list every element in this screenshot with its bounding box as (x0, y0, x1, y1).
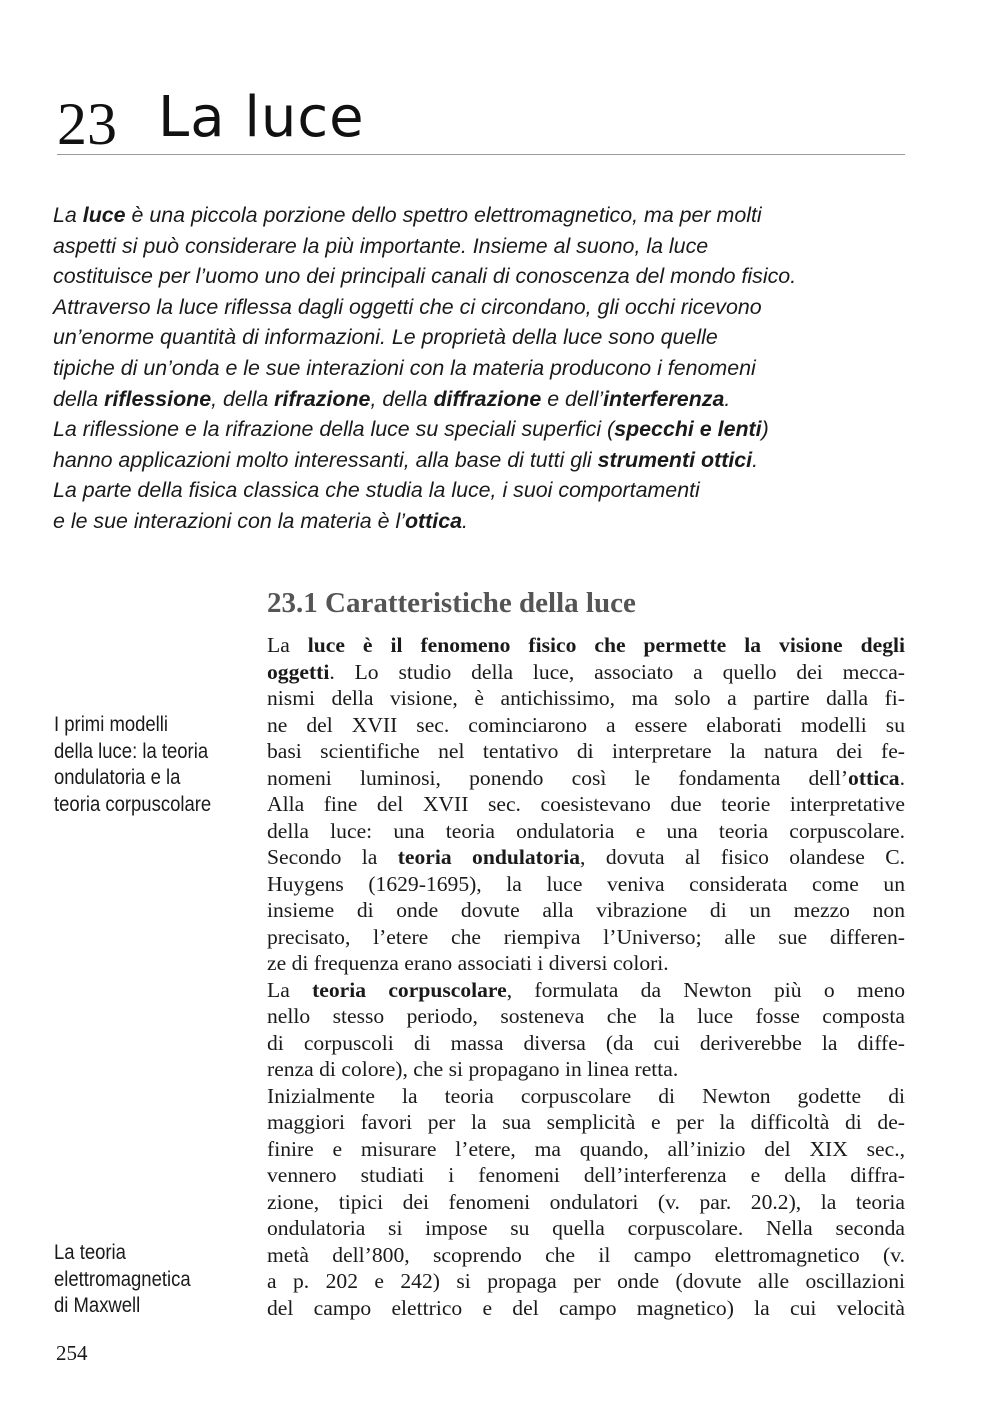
body-line (267, 924, 905, 951)
text-run: Attraverso la luce riflessa dagli oggetti che ci circondano, gli occhi ricevono (53, 294, 762, 319)
bold-term: luce è il fenomeno fisico che permette la visione degli (307, 633, 905, 657)
text-run: . (752, 447, 759, 472)
section-heading: 23.1 Caratteristiche della luce (267, 587, 636, 619)
body-line (267, 1056, 905, 1083)
text-run: La (267, 633, 308, 657)
body-line (267, 1268, 905, 1295)
text-run: finire e misurare l’etere, ma quando, all’inizio del XIX sec., (267, 1136, 905, 1161)
body-line (267, 1109, 905, 1136)
intro-line (53, 414, 913, 445)
body-line (267, 1189, 905, 1216)
margin-note-line: ondulatoria e la (54, 766, 181, 789)
chapter-number: 23 (57, 91, 117, 157)
text-run: precisato, l’etere che riempiva l’Universo; alle sue differen- (267, 924, 905, 949)
body-line (267, 1083, 905, 1110)
text-run: hanno applicazioni molto interessanti, alla base di tutti gli (53, 447, 598, 472)
text-run: Huygens (1629-1695), la luce veniva considerata come un (267, 871, 905, 896)
bold-term: specchi e lenti (614, 417, 762, 442)
bold-term: diffrazione (433, 386, 542, 411)
text-run: un’enorme quantità di informazioni. Le proprietà della luce sono quelle (53, 325, 718, 350)
intro-line (53, 445, 913, 476)
text-run: metà dell’800, scoprendo che il campo elettromagnetico (v. (267, 1242, 905, 1267)
text-run: , della (370, 386, 434, 411)
text-run: aspetti si può considerare la più importante. Insieme al suono, la luce (53, 233, 709, 258)
margin-note-line: della luce: la teoria (54, 739, 209, 763)
text-run: ze di frequenza erano associati i diversi colori. (267, 951, 669, 975)
intro-line (53, 353, 913, 384)
text-run: e le sue interazioni con la materia è l’ (53, 508, 405, 533)
text-run: maggiori favori per la sua semplicità e per la difficoltà di de- (267, 1110, 905, 1134)
bold-term: oggetti (267, 659, 330, 684)
chapter-title: La luce (158, 85, 365, 150)
text-run: ) (761, 417, 769, 442)
body-line (267, 950, 905, 977)
bold-term: ottica (848, 765, 900, 790)
body-line (267, 1215, 905, 1242)
intro-line (53, 384, 913, 415)
text-run: . (462, 508, 468, 533)
text-run: e dell’ (541, 386, 604, 411)
intro-line (53, 231, 913, 262)
bold-term: strumenti ottici (597, 447, 753, 472)
bold-term: teoria ondulatoria (397, 845, 581, 869)
intro-line (53, 475, 913, 506)
text-run: vennero studiati i fenomeni dell’interferenza e della diffra- (267, 1163, 905, 1187)
text-run: Secondo la (267, 845, 398, 869)
body-line (267, 1295, 905, 1322)
bold-term: riflessione (104, 386, 212, 411)
text-run: di corpuscoli di massa diversa (da cui deriverebbe la diffe- (267, 1030, 905, 1055)
body-line (267, 844, 905, 871)
margin-note-line: La teoria (54, 1241, 126, 1264)
text-run: , formulata da Newton più o meno (506, 977, 905, 1002)
body-line (267, 765, 905, 792)
intro-line (53, 200, 913, 231)
chapter-header (57, 85, 905, 157)
text-run: costituisce per l’uomo uno dei principali canali di conoscenza del mondo fisico. (53, 264, 797, 289)
text-run: La (53, 203, 83, 227)
text-run: della (53, 386, 105, 411)
body-line (267, 1162, 905, 1189)
text-run: , dovuta al fisico olandese C. (580, 845, 906, 869)
text-run: , della (211, 386, 275, 411)
text-run: a p. 202 e 242) si propaga per onde (dovute alle oscillazioni (267, 1269, 905, 1293)
body-line (267, 632, 905, 659)
body-line (267, 791, 905, 818)
text-run: renza di colore), che si propagano in linea retta. (267, 1057, 679, 1081)
body-line (267, 1030, 905, 1057)
body-line (267, 1136, 905, 1163)
text-run: del campo elettrico e del campo magnetico) la cui velocità (267, 1295, 905, 1320)
text-run: Alla fine del XVII sec. coesistevano due teorie interpretative (267, 792, 905, 816)
margin-note-early-models (54, 712, 230, 818)
intro-line (53, 506, 913, 537)
body-line (267, 871, 905, 898)
body-line (267, 685, 905, 712)
bold-term: rifrazione (274, 386, 371, 411)
text-run: . (899, 765, 905, 790)
chapter-intro (53, 200, 913, 537)
body-line (267, 897, 905, 924)
text-run: . Lo studio della luce, associato a quello dei mecca- (329, 659, 905, 684)
margin-note-line: teoria corpuscolare (54, 792, 212, 816)
margin-note-line: di Maxwell (54, 1294, 141, 1317)
margin-note-line: I primi modelli (54, 713, 168, 736)
margin-note-line: elettromagnetica (54, 1267, 191, 1291)
body-line (267, 659, 905, 686)
margin-note-maxwell (54, 1240, 230, 1320)
body-line (267, 1242, 905, 1269)
text-run: La parte della fisica classica che studia la luce, i suoi comportamenti (53, 478, 700, 503)
body-line (267, 712, 905, 739)
text-run: nismi della visione, è antichissimo, ma solo a partire dalla fi- (267, 686, 905, 710)
bold-term: ottica (404, 508, 463, 533)
body-line (267, 1003, 905, 1030)
text-run: La riflessione e la rifrazione della luce su speciali superfici ( (53, 417, 615, 442)
bold-term: luce (82, 203, 126, 227)
intro-line (53, 322, 913, 353)
body-line (267, 738, 905, 765)
text-run: della luce: una teoria ondulatoria e una teoria corpuscolare. (267, 818, 905, 843)
text-run: nomeni luminosi, ponendo così le fondamenta dell’ (267, 765, 849, 790)
text-run: ondulatoria si impose su quella corpuscolare. Nella seconda (267, 1216, 905, 1240)
section-body (267, 632, 905, 1321)
text-run: nello stesso periodo, sosteneva che la luce fosse composta (267, 1004, 905, 1028)
text-run: è una piccola porzione dello spettro elettromagnetico, ma per molti (125, 203, 762, 227)
text-run: . (724, 386, 731, 411)
bold-term: teoria corpuscolare (312, 977, 507, 1002)
page-number: 254 (56, 1341, 88, 1365)
text-run: La (267, 977, 313, 1002)
text-run: insieme di onde dovute alla vibrazione di un mezzo non (267, 898, 905, 922)
text-run: ne del XVII sec. cominciarono a essere elaborati modelli su (267, 712, 905, 737)
text-run: basi scientifiche nel tentativo di interpretare la natura dei fe- (267, 739, 905, 763)
body-line (267, 818, 905, 845)
intro-line (53, 261, 913, 292)
intro-line (53, 292, 913, 323)
body-line (267, 977, 905, 1004)
text-run: tipiche di un’onda e le sue interazioni con la materia producono i fenomeni (53, 355, 756, 380)
text-run: Inizialmente la teoria corpuscolare di Newton godette di (267, 1083, 905, 1108)
bold-term: interferenza (603, 386, 725, 411)
text-run: zione, tipici dei fenomeni ondulatori (v. par. 20.2), la teoria (267, 1189, 905, 1214)
